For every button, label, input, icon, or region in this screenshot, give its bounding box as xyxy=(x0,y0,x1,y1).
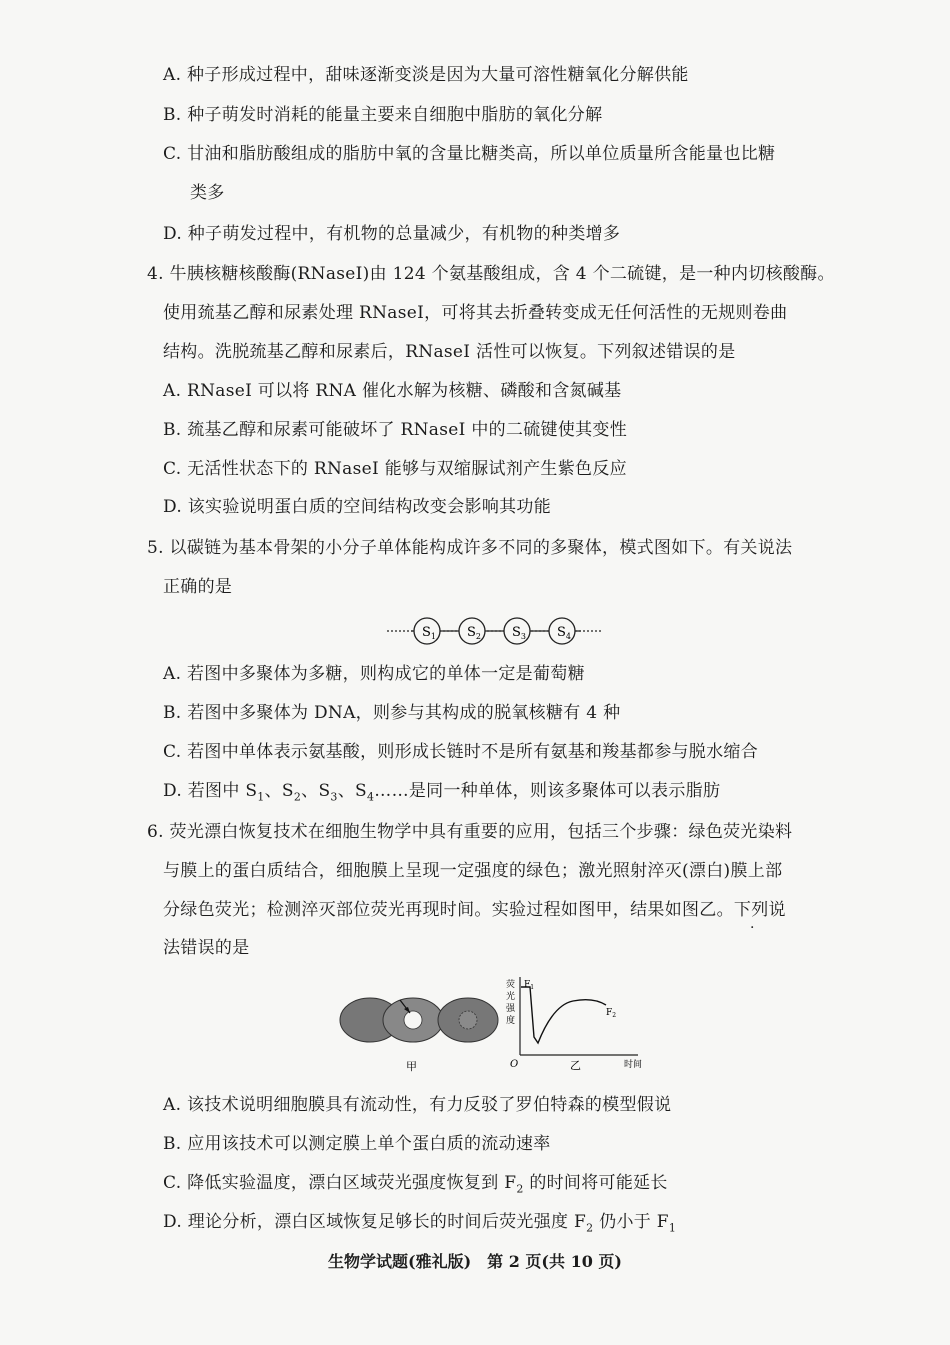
q4-option-d: D. 该实验说明蛋白质的空间结构改变会影响其功能 xyxy=(163,497,552,517)
q5-option-b: B. 若图中多聚体为 DNA，则参与其构成的脱氧核糖有 4 种 xyxy=(163,703,621,723)
q3-option-c: C. 甘油和脂肪酸组成的脂肪中氧的含量比糖类高，所以单位质量所含能量也比糖 xyxy=(163,144,776,164)
fig-yi-label: 乙 xyxy=(570,1059,581,1072)
q3-option-b: B. 种子萌发时消耗的能量主要来自细胞中脂肪的氧化分解 xyxy=(163,105,603,125)
q4-option-c: C. 无活性状态下的 RNaseI 能够与双缩脲试剂产生紫色反应 xyxy=(163,459,627,479)
q3-option-c-cont: 类多 xyxy=(190,183,225,203)
fig-jia xyxy=(340,998,498,1073)
q4-stem-line1: 4. 牛胰核糖核酸酶(RNaseI)由 124 个氨基酸组成，含 4 个二硫键，是一种内切核酸酶。 xyxy=(147,264,835,284)
monomer-2 xyxy=(459,618,485,644)
origin-label: O xyxy=(510,1059,519,1070)
q5-option-a: A. 若图中多聚体为多糖，则构成它的单体一定是葡萄糖 xyxy=(163,664,585,684)
q4-stem-line3: 结构。洗脱巯基乙醇和尿素后，RNaseI 活性可以恢复。下列叙述错误的是 xyxy=(163,342,736,362)
q6-stem-line2: 与膜上的蛋白质结合，细胞膜上呈现一定强度的绿色；激光照射淬灭(漂白)膜上部 xyxy=(163,861,783,881)
q6-option-b: B. 应用该技术可以测定膜上单个蛋白质的流动速率 xyxy=(163,1134,551,1154)
y-axis-label-2: 光 xyxy=(506,992,516,1002)
bleached-spot xyxy=(404,1011,422,1029)
y-axis-label-1: 荧 xyxy=(506,980,516,990)
q5-option-c: C. 若图中单体表示氨基酸，则形成长链时不是所有氨基和羧基都参与脱水缩合 xyxy=(163,742,759,762)
q6-stem-line3: 分绿色荧光；检测淬灭部位荧光再现时间。实验过程如图甲，结果如图乙。下列说 xyxy=(163,900,786,920)
monomer-3 xyxy=(504,618,530,644)
y-axis-label-4: 度 xyxy=(506,1016,516,1026)
fig-jia-label: 甲 xyxy=(406,1060,417,1073)
monomer-4-label: $S_4$ xyxy=(557,625,571,641)
monomer-1-label: $S_1$ xyxy=(422,625,436,641)
q4-option-b: B. 巯基乙醇和尿素可能破坏了 RNaseI 中的二硫键使其变性 xyxy=(163,420,628,440)
q5-stem-line1: 5. 以碳链为基本骨架的小分子单体能构成许多不同的多聚体，模式图如下。有关说法 xyxy=(147,538,793,558)
frap-figures xyxy=(338,975,648,1075)
x-axis-label: 时间 xyxy=(624,1060,643,1070)
recovered-spot xyxy=(459,1011,477,1029)
stray-mark: · xyxy=(750,920,755,936)
q5-option-d: D. 若图中 $S_1$、$S_2$、$S_3$、$S_4\dots\dots$是同一种单体，则该多聚体可以表示脂肪 xyxy=(163,781,721,804)
q6-option-d: D. 理论分析，漂白区域恢复足够长的时间后荧光强度 $F_2$ 仍小于 $F_1$ xyxy=(163,1212,677,1235)
q4-stem-line2: 使用巯基乙醇和尿素处理 RNaseI，可将其去折叠转变成无任何活性的无规则卷曲 xyxy=(163,303,788,323)
q6-option-c: C. 降低实验温度，漂白区域荧光强度恢复到 $F_2$ 的时间将可能延长 xyxy=(163,1173,668,1196)
monomer-2-label: $S_2$ xyxy=(467,625,481,641)
q3-option-d: D. 种子萌发过程中，有机物的总量减少，有机物的种类增多 xyxy=(163,224,621,244)
monomer-4 xyxy=(549,618,575,644)
q3-option-a: A. 种子形成过程中，甜味逐渐变淡是因为大量可溶性糖氧化分解供能 xyxy=(163,65,689,85)
page-footer: 生物学试题(雅礼版) 第 2 页(共 10 页) xyxy=(328,1252,622,1271)
q6-stem-line1: 6. 荧光漂白恢复技术在细胞生物学中具有重要的应用，包括三个步骤：绿色荧光染料 xyxy=(147,822,793,842)
monomer-3-label: $S_3$ xyxy=(512,625,526,641)
fig-yi xyxy=(506,977,642,1072)
y-axis-label-3: 强 xyxy=(506,1004,516,1014)
q5-stem-line2: 正确的是 xyxy=(163,577,233,597)
q6-stem-line4: 法错误的是 xyxy=(163,938,250,958)
f2-label: $F_2$ xyxy=(606,1008,617,1019)
q6-option-a: A. 该技术说明细胞膜具有流动性，有力反驳了罗伯特森的模型假说 xyxy=(163,1095,672,1115)
fluorescence-curve xyxy=(521,987,606,1043)
f1-label: $F_1$ xyxy=(524,980,535,991)
polymer-chain-diagram xyxy=(385,615,605,647)
q4-option-a: A. RNaseI 可以将 RNA 催化水解为核糖、磷酸和含氮碱基 xyxy=(163,381,622,401)
monomer-1 xyxy=(414,618,440,644)
